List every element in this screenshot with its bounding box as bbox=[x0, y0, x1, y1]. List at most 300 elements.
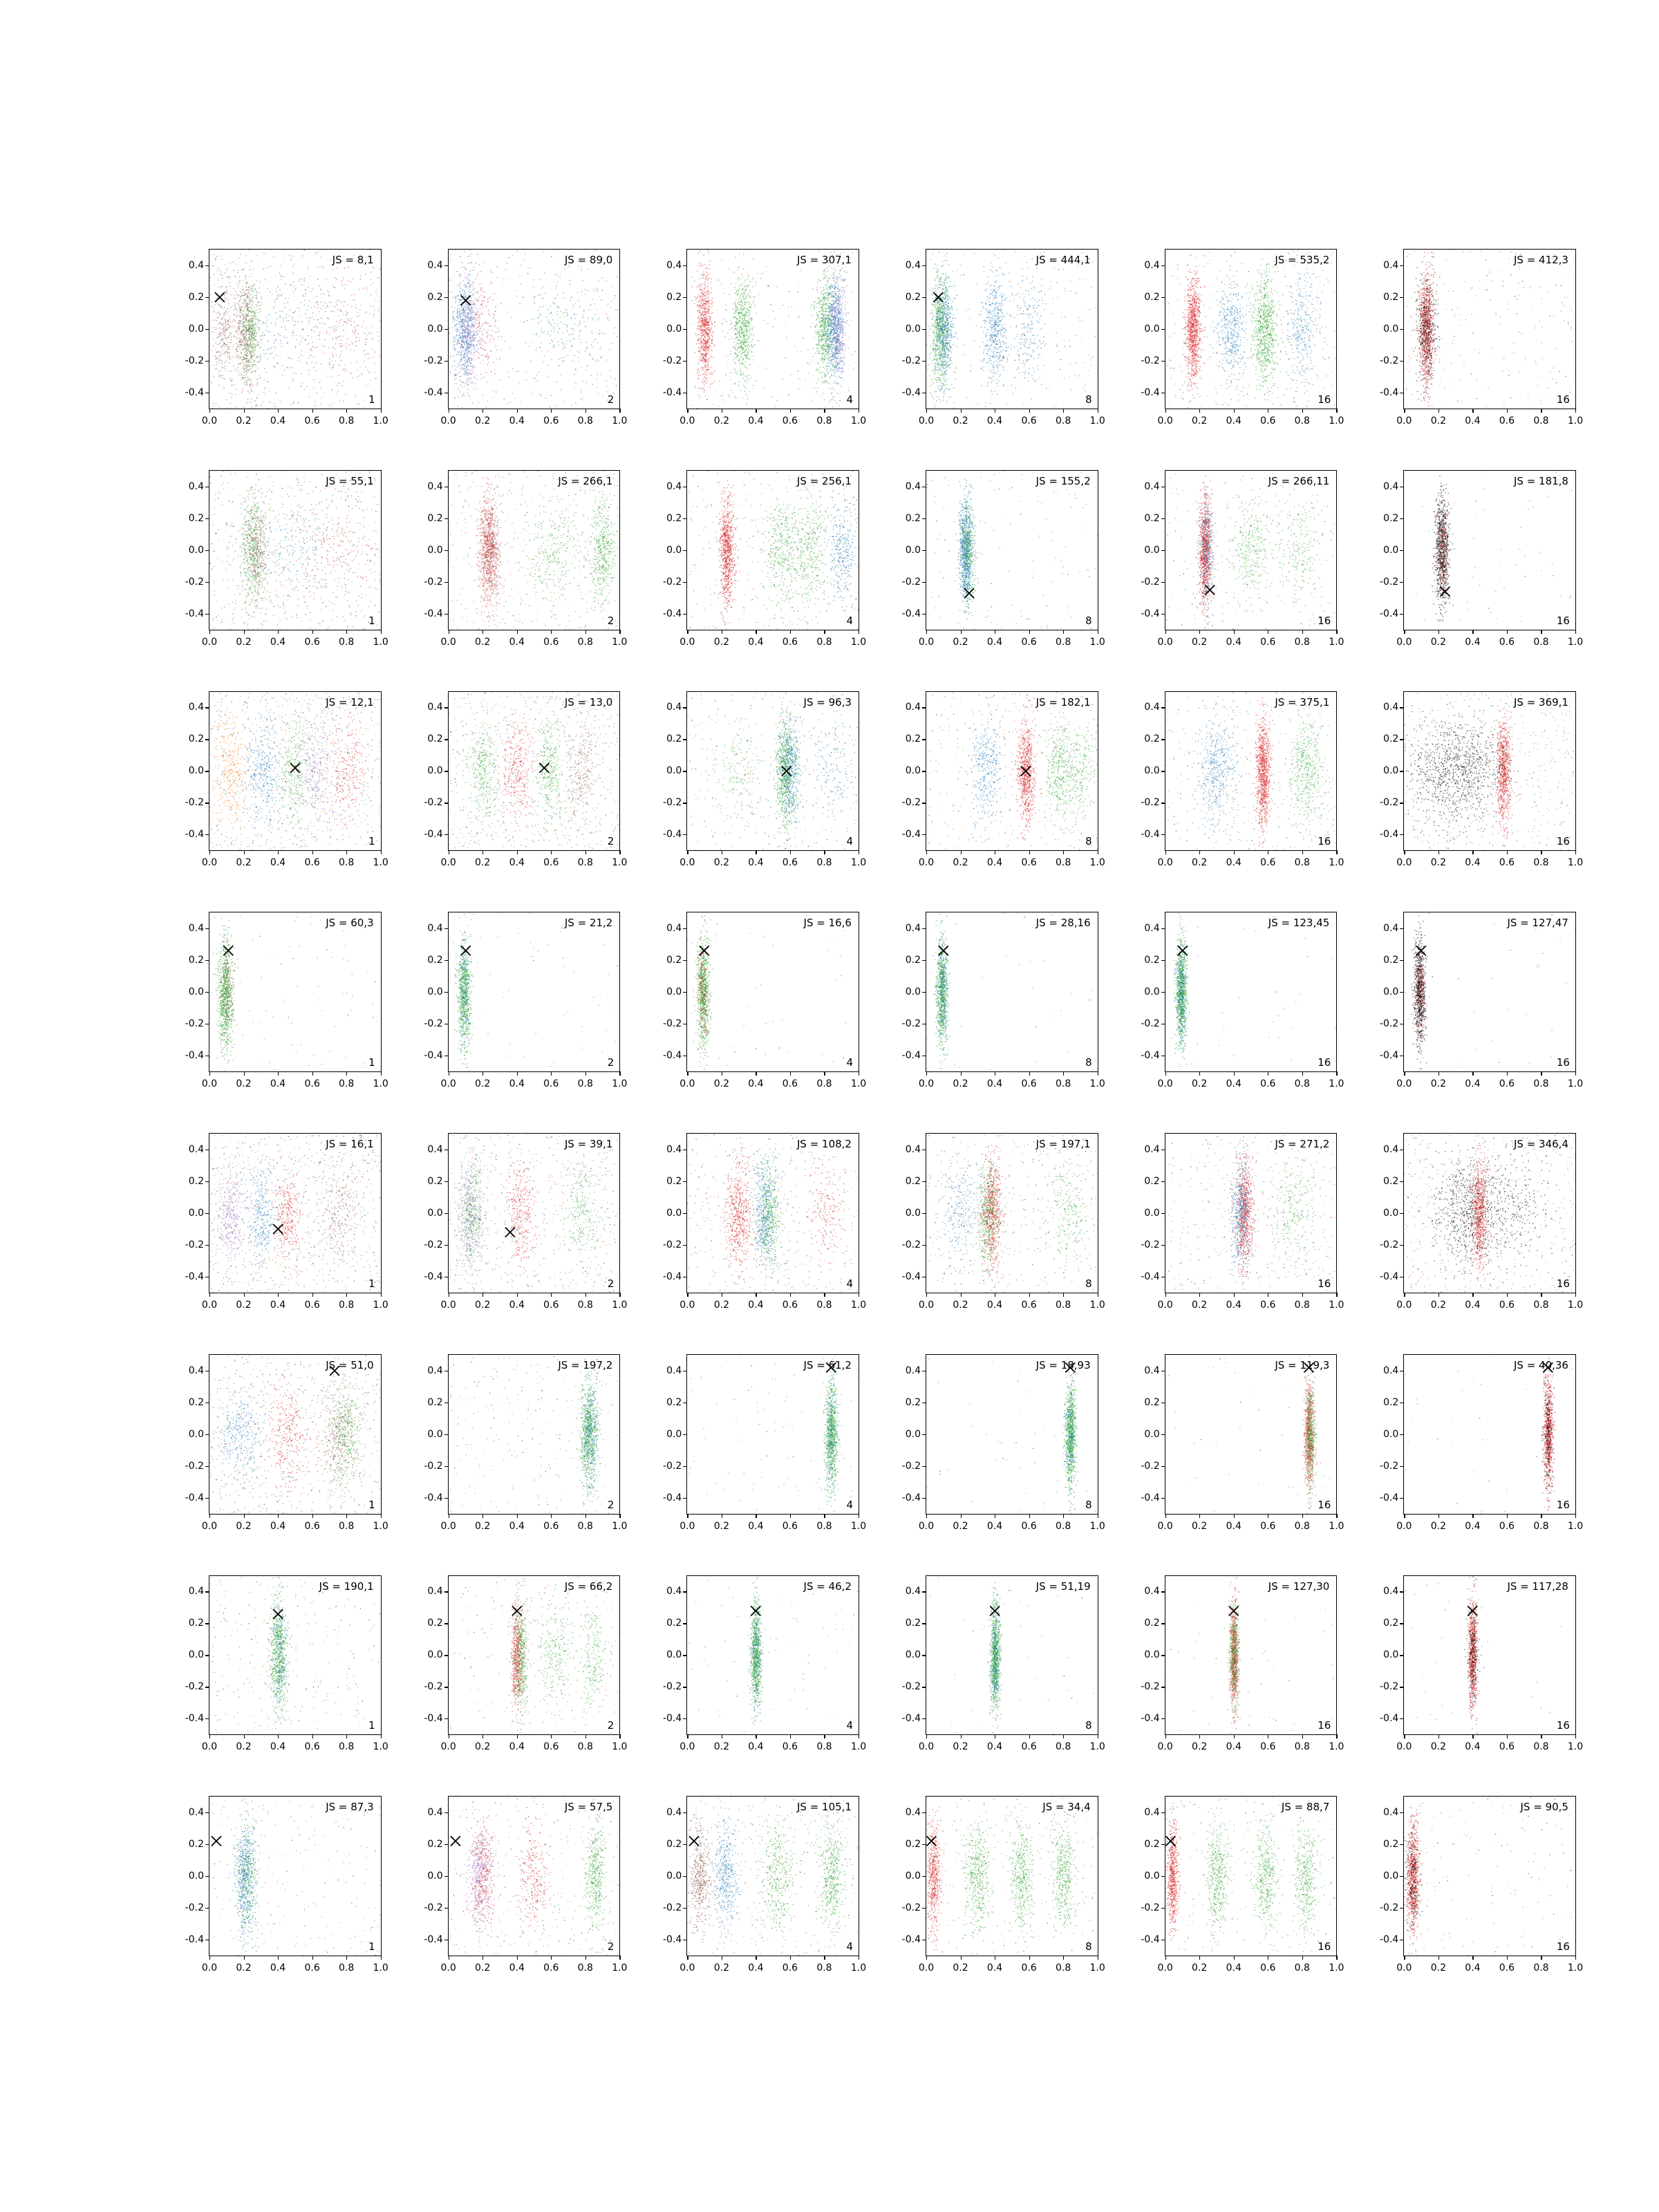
panel-index-label: 16 bbox=[1556, 1056, 1570, 1069]
x-tick-label: 0.4 bbox=[1465, 1741, 1481, 1753]
js-divergence-label: JS = 88,7 bbox=[1281, 1801, 1330, 1814]
x-tick-label: 0.8 bbox=[1533, 415, 1549, 427]
y-tick-label: 0.4 bbox=[188, 1365, 204, 1376]
scatter-panel bbox=[890, 1796, 1105, 1984]
x-tick-label: 0.6 bbox=[1499, 1741, 1515, 1753]
x-tick-label: 0.2 bbox=[1430, 1078, 1446, 1089]
y-tick-mark bbox=[1161, 1908, 1165, 1909]
y-tick-label: 0.2 bbox=[1383, 512, 1399, 524]
x-tick-mark bbox=[585, 1071, 586, 1076]
x-tick-label: 0.8 bbox=[577, 857, 593, 869]
y-tick-label: 0.4 bbox=[188, 1807, 204, 1819]
y-tick-mark bbox=[1161, 928, 1165, 929]
x-tick-label: 0.4 bbox=[509, 1741, 525, 1753]
scatter-canvas bbox=[926, 1576, 1098, 1735]
y-tick-label: -0.2 bbox=[1141, 1460, 1160, 1472]
scatter-canvas bbox=[449, 1355, 620, 1514]
x-tick-mark bbox=[346, 630, 347, 634]
x-tick-mark bbox=[1575, 850, 1576, 854]
x-tick-label: 0.8 bbox=[816, 1520, 832, 1532]
y-tick-label: -0.4 bbox=[1380, 1492, 1399, 1503]
y-tick-mark bbox=[1400, 1844, 1404, 1845]
scatter-panel bbox=[1367, 1796, 1584, 1984]
y-tick-mark bbox=[444, 1591, 449, 1592]
panel-axes bbox=[901, 470, 1105, 648]
x-tick-mark bbox=[1575, 1956, 1576, 1960]
y-tick-mark bbox=[205, 1434, 209, 1435]
y-tick-label: 0.2 bbox=[905, 1175, 921, 1187]
x-tick-mark bbox=[312, 1956, 313, 1960]
x-tick-mark bbox=[1507, 409, 1508, 413]
y-tick-label: 0.4 bbox=[666, 1365, 682, 1376]
scatter-canvas bbox=[449, 1134, 620, 1293]
x-tick-mark bbox=[517, 1293, 518, 1297]
panel-index-label: 2 bbox=[607, 1277, 615, 1290]
y-tick-label: 0.2 bbox=[905, 1839, 921, 1850]
x-tick-label: 0.0 bbox=[918, 1520, 935, 1532]
x-tick-label: 1.0 bbox=[373, 857, 388, 869]
panel-index-label: 2 bbox=[607, 1056, 615, 1069]
x-tick-mark bbox=[619, 1734, 620, 1738]
panel-axes bbox=[1141, 1133, 1344, 1311]
x-tick-label: 0.8 bbox=[1055, 1520, 1071, 1532]
x-tick-mark bbox=[1063, 850, 1064, 854]
y-tick-label: -0.2 bbox=[185, 1681, 204, 1693]
x-tick-mark bbox=[551, 409, 552, 413]
y-tick-mark bbox=[444, 1498, 449, 1499]
y-tick-mark bbox=[1400, 1876, 1404, 1877]
x-tick-label: 0.2 bbox=[475, 1520, 491, 1532]
scatter-panel bbox=[650, 1354, 867, 1542]
y-tick-mark bbox=[205, 265, 209, 266]
x-tick-label: 0.8 bbox=[816, 857, 832, 869]
x-tick-label: 1.0 bbox=[1567, 415, 1584, 427]
panel-axes bbox=[901, 912, 1105, 1089]
x-tick-mark bbox=[687, 409, 688, 413]
y-tick-label: -0.4 bbox=[185, 829, 204, 841]
y-tick-label: -0.4 bbox=[185, 1713, 204, 1725]
y-tick-mark bbox=[922, 1434, 926, 1435]
scatter-panel bbox=[1129, 249, 1344, 437]
y-tick-label: 0.4 bbox=[188, 1586, 204, 1597]
x-tick-mark bbox=[1404, 1293, 1405, 1297]
x-tick-label: 0.8 bbox=[577, 1520, 593, 1532]
x-tick-mark bbox=[244, 850, 245, 854]
y-tick-label: 0.2 bbox=[1144, 733, 1160, 745]
x-tick-mark bbox=[1029, 850, 1030, 854]
x-tick-label: 1.0 bbox=[612, 636, 628, 648]
y-tick-label: 0.4 bbox=[427, 1807, 443, 1819]
y-tick-label: -0.4 bbox=[1141, 1713, 1160, 1725]
y-tick-label: -0.4 bbox=[901, 608, 921, 619]
x-tick-label: 1.0 bbox=[1329, 1741, 1344, 1753]
x-tick-mark bbox=[926, 1293, 927, 1297]
x-tick-label: 0.2 bbox=[1430, 636, 1446, 648]
x-tick-label: 0.0 bbox=[201, 636, 218, 648]
y-tick-label: -0.2 bbox=[663, 1681, 682, 1693]
x-tick-label: 0.6 bbox=[304, 415, 320, 427]
y-tick-label: 0.0 bbox=[427, 1428, 443, 1440]
y-tick-label: -0.4 bbox=[1380, 829, 1399, 841]
x-tick-label: 0.0 bbox=[679, 636, 695, 648]
scatter-canvas bbox=[1404, 1355, 1575, 1514]
y-tick-label: 0.4 bbox=[1383, 1143, 1399, 1155]
x-tick-label: 0.6 bbox=[304, 1520, 320, 1532]
x-tick-mark bbox=[961, 850, 962, 854]
panel-index-label: 8 bbox=[1085, 1940, 1092, 1953]
y-tick-label: 0.2 bbox=[1144, 1396, 1160, 1408]
x-tick-mark bbox=[482, 1514, 483, 1518]
x-tick-mark bbox=[209, 630, 210, 634]
panel-index-label: 1 bbox=[368, 835, 375, 848]
x-tick-mark bbox=[551, 1071, 552, 1076]
panel-axes bbox=[663, 1575, 867, 1753]
scatter-canvas bbox=[1165, 1355, 1337, 1514]
y-tick-label: 0.0 bbox=[188, 1649, 204, 1661]
panel-index-label: 2 bbox=[607, 1719, 615, 1732]
x-tick-mark bbox=[1029, 1293, 1030, 1297]
x-tick-label: 0.6 bbox=[1021, 857, 1037, 869]
y-tick-label: -0.4 bbox=[424, 1050, 443, 1062]
x-tick-mark bbox=[1438, 850, 1439, 854]
js-divergence-label: JS = 127,47 bbox=[1507, 917, 1568, 930]
y-tick-label: -0.2 bbox=[185, 576, 204, 588]
y-tick-label: 0.2 bbox=[188, 512, 204, 524]
scatter-canvas bbox=[1404, 250, 1575, 409]
x-tick-label: 0.2 bbox=[475, 1299, 491, 1311]
y-tick-label: 0.0 bbox=[1144, 1649, 1160, 1661]
x-tick-label: 0.2 bbox=[953, 636, 968, 648]
x-tick-label: 0.8 bbox=[1294, 636, 1310, 648]
js-divergence-label: JS = 57,5 bbox=[564, 1801, 613, 1814]
x-tick-mark bbox=[482, 1956, 483, 1960]
y-tick-label: -0.4 bbox=[185, 386, 204, 398]
x-tick-label: 0.2 bbox=[1430, 1962, 1446, 1974]
js-divergence-label: JS = 127,30 bbox=[1268, 1580, 1330, 1593]
y-tick-mark bbox=[683, 265, 687, 266]
y-tick-label: 0.0 bbox=[427, 323, 443, 335]
js-divergence-label: JS = 89,0 bbox=[564, 254, 613, 266]
x-tick-label: 0.2 bbox=[953, 415, 968, 427]
y-tick-label: 0.2 bbox=[666, 512, 682, 524]
x-tick-label: 1.0 bbox=[850, 1520, 867, 1532]
x-tick-label: 0.2 bbox=[475, 1078, 491, 1089]
x-tick-mark bbox=[1302, 1734, 1303, 1738]
y-tick-label: 0.2 bbox=[188, 955, 204, 966]
y-tick-label: -0.2 bbox=[185, 1018, 204, 1030]
x-tick-label: 0.0 bbox=[1157, 1299, 1173, 1311]
x-tick-mark bbox=[209, 1734, 210, 1738]
x-tick-label: 0.4 bbox=[748, 1299, 764, 1311]
y-tick-label: 0.4 bbox=[427, 923, 443, 935]
x-tick-label: 0.8 bbox=[1055, 1299, 1071, 1311]
y-tick-mark bbox=[922, 1245, 926, 1246]
x-tick-label: 0.6 bbox=[543, 1520, 559, 1532]
y-tick-label: 0.4 bbox=[1383, 480, 1399, 492]
x-tick-label: 0.6 bbox=[1021, 1962, 1037, 1974]
x-tick-label: 0.6 bbox=[304, 1962, 320, 1974]
x-tick-mark bbox=[1234, 1734, 1235, 1738]
panel-index-label: 16 bbox=[1556, 1940, 1570, 1953]
y-tick-label: 0.0 bbox=[1144, 986, 1160, 998]
scatter-canvas bbox=[449, 1797, 620, 1956]
x-tick-mark bbox=[1199, 630, 1200, 634]
x-tick-label: 1.0 bbox=[1329, 857, 1344, 869]
x-tick-label: 0.4 bbox=[748, 1520, 764, 1532]
js-divergence-label: JS = 13,0 bbox=[564, 695, 613, 709]
x-tick-label: 0.4 bbox=[1465, 636, 1481, 648]
y-tick-label: -0.4 bbox=[901, 1934, 921, 1946]
y-tick-label: 0.0 bbox=[427, 986, 443, 998]
x-tick-label: 0.2 bbox=[953, 1299, 968, 1311]
y-tick-label: 0.0 bbox=[666, 1207, 682, 1219]
x-tick-mark bbox=[244, 1293, 245, 1297]
x-tick-mark bbox=[1165, 1071, 1166, 1076]
x-tick-label: 0.4 bbox=[986, 1741, 1003, 1753]
x-tick-label: 0.6 bbox=[1021, 1741, 1037, 1753]
x-tick-label: 0.0 bbox=[918, 415, 935, 427]
scatter-canvas bbox=[687, 692, 859, 851]
x-tick-mark bbox=[824, 630, 825, 634]
y-tick-mark bbox=[1161, 1655, 1165, 1656]
y-tick-mark bbox=[205, 1812, 209, 1813]
y-tick-mark bbox=[444, 1434, 449, 1435]
scatter-panel bbox=[412, 691, 628, 879]
x-tick-mark bbox=[1507, 1293, 1508, 1297]
x-tick-mark bbox=[1336, 1514, 1337, 1518]
x-tick-label: 1.0 bbox=[1567, 1078, 1584, 1089]
y-tick-mark bbox=[1400, 1623, 1404, 1624]
x-tick-label: 0.6 bbox=[782, 636, 798, 648]
panel-axes bbox=[424, 691, 628, 869]
y-tick-label: 0.0 bbox=[905, 1207, 921, 1219]
x-tick-mark bbox=[1302, 1071, 1303, 1076]
y-tick-label: -0.4 bbox=[424, 829, 443, 841]
y-tick-label: -0.2 bbox=[424, 1460, 443, 1472]
x-tick-mark bbox=[1507, 1071, 1508, 1076]
js-divergence-label: JS = 108,2 bbox=[796, 1138, 852, 1150]
panel-axes bbox=[424, 912, 628, 1089]
scatter-canvas bbox=[1165, 471, 1337, 630]
x-tick-mark bbox=[1234, 850, 1235, 854]
scatter-canvas bbox=[1404, 471, 1575, 630]
x-tick-label: 0.2 bbox=[953, 1741, 968, 1753]
panel-axes bbox=[1141, 691, 1344, 869]
x-tick-label: 0.2 bbox=[236, 1078, 252, 1089]
x-tick-label: 0.8 bbox=[816, 1078, 832, 1089]
x-tick-mark bbox=[1234, 630, 1235, 634]
y-tick-mark bbox=[205, 361, 209, 362]
x-tick-mark bbox=[278, 1514, 279, 1518]
y-tick-mark bbox=[1161, 1213, 1165, 1214]
panel-index-label: 16 bbox=[1556, 614, 1570, 627]
y-tick-label: -0.2 bbox=[1380, 1018, 1399, 1030]
x-tick-label: 1.0 bbox=[850, 1078, 867, 1089]
y-tick-label: -0.2 bbox=[424, 1018, 443, 1030]
x-tick-label: 0.8 bbox=[1055, 1962, 1071, 1974]
y-tick-mark bbox=[444, 1181, 449, 1182]
panel-axes bbox=[185, 912, 388, 1089]
js-divergence-label: JS = 46,2 bbox=[803, 1580, 852, 1593]
y-tick-mark bbox=[683, 1245, 687, 1246]
y-tick-label: 0.0 bbox=[666, 1428, 682, 1440]
scatter-panel bbox=[1129, 912, 1344, 1100]
y-tick-label: 0.0 bbox=[427, 1649, 443, 1661]
y-tick-mark bbox=[683, 550, 687, 551]
x-tick-label: 0.4 bbox=[270, 1078, 286, 1089]
y-tick-label: -0.2 bbox=[185, 355, 204, 366]
js-divergence-label: JS = 266,1 bbox=[558, 474, 613, 487]
scatter-canvas bbox=[209, 1576, 381, 1735]
x-tick-label: 0.6 bbox=[543, 636, 559, 648]
x-tick-label: 0.8 bbox=[338, 1962, 355, 1974]
x-tick-label: 0.8 bbox=[1294, 1520, 1310, 1532]
y-tick-label: -0.2 bbox=[663, 1239, 682, 1250]
y-tick-mark bbox=[683, 992, 687, 993]
x-tick-mark bbox=[961, 1514, 962, 1518]
x-tick-label: 0.4 bbox=[986, 857, 1003, 869]
y-tick-label: 0.4 bbox=[1144, 1807, 1160, 1819]
x-tick-mark bbox=[619, 1071, 620, 1076]
x-tick-label: 0.4 bbox=[1226, 1299, 1241, 1311]
scatter-panel bbox=[412, 1575, 628, 1763]
x-tick-label: 0.2 bbox=[953, 1962, 968, 1974]
x-tick-label: 0.0 bbox=[1157, 857, 1173, 869]
x-tick-label: 0.0 bbox=[679, 1520, 695, 1532]
x-tick-mark bbox=[619, 630, 620, 634]
y-tick-mark bbox=[1400, 1812, 1404, 1813]
y-tick-mark bbox=[1400, 1181, 1404, 1182]
x-tick-mark bbox=[381, 1293, 382, 1297]
x-tick-mark bbox=[244, 630, 245, 634]
y-tick-label: 0.0 bbox=[188, 323, 204, 335]
x-tick-mark bbox=[1507, 630, 1508, 634]
x-tick-mark bbox=[1472, 1293, 1473, 1297]
x-tick-mark bbox=[551, 1514, 552, 1518]
x-tick-label: 0.0 bbox=[1157, 1741, 1173, 1753]
js-divergence-label: JS = 197,1 bbox=[1035, 1138, 1091, 1150]
scatter-canvas bbox=[687, 1576, 859, 1735]
y-tick-mark bbox=[205, 1718, 209, 1719]
scatter-panel bbox=[890, 470, 1105, 658]
y-tick-label: 0.4 bbox=[427, 1143, 443, 1155]
x-tick-mark bbox=[1507, 1514, 1508, 1518]
y-tick-label: 0.2 bbox=[1383, 1396, 1399, 1408]
x-tick-label: 0.6 bbox=[543, 1741, 559, 1753]
x-tick-label: 0.0 bbox=[1157, 415, 1173, 427]
panel-axes bbox=[1380, 691, 1584, 869]
x-tick-mark bbox=[278, 850, 279, 854]
x-tick-label: 0.0 bbox=[1396, 1741, 1412, 1753]
y-tick-label: 0.4 bbox=[188, 923, 204, 935]
y-tick-label: -0.4 bbox=[901, 386, 921, 398]
y-tick-label: -0.2 bbox=[1141, 1239, 1160, 1250]
x-tick-mark bbox=[1438, 1514, 1439, 1518]
y-tick-mark bbox=[1400, 992, 1404, 993]
x-tick-label: 0.4 bbox=[986, 1962, 1003, 1974]
y-tick-label: 0.2 bbox=[427, 291, 443, 303]
x-tick-label: 0.8 bbox=[816, 1299, 832, 1311]
y-tick-mark bbox=[683, 1718, 687, 1719]
x-tick-mark bbox=[824, 409, 825, 413]
x-tick-label: 0.6 bbox=[782, 415, 798, 427]
y-tick-label: -0.2 bbox=[1141, 576, 1160, 588]
y-tick-mark bbox=[683, 739, 687, 740]
x-tick-label: 1.0 bbox=[373, 1741, 388, 1753]
y-tick-label: -0.2 bbox=[185, 1902, 204, 1914]
x-tick-label: 0.8 bbox=[1533, 1520, 1549, 1532]
scatter-panel bbox=[173, 691, 388, 879]
y-tick-label: 0.0 bbox=[188, 1871, 204, 1882]
y-tick-label: 0.4 bbox=[1144, 702, 1160, 713]
x-tick-mark bbox=[551, 1734, 552, 1738]
y-tick-label: -0.4 bbox=[424, 1713, 443, 1725]
y-tick-mark bbox=[922, 739, 926, 740]
js-divergence-label: JS = 535,2 bbox=[1275, 254, 1330, 266]
x-tick-mark bbox=[244, 409, 245, 413]
scatter-panel bbox=[650, 470, 867, 658]
y-tick-label: -0.2 bbox=[901, 797, 921, 809]
x-tick-mark bbox=[312, 1071, 313, 1076]
scatter-panel bbox=[1129, 1575, 1344, 1763]
y-tick-label: 0.2 bbox=[666, 733, 682, 745]
x-tick-mark bbox=[1234, 409, 1235, 413]
x-tick-label: 0.8 bbox=[1533, 636, 1549, 648]
x-tick-label: 0.4 bbox=[1465, 857, 1481, 869]
y-tick-label: 0.2 bbox=[905, 1618, 921, 1629]
x-tick-mark bbox=[1575, 1071, 1576, 1076]
y-tick-label: -0.2 bbox=[1380, 1239, 1399, 1250]
y-tick-label: 0.4 bbox=[1383, 1365, 1399, 1376]
x-tick-mark bbox=[1472, 1071, 1473, 1076]
panel-index-label: 16 bbox=[1318, 1719, 1331, 1732]
y-tick-label: 0.0 bbox=[666, 1649, 682, 1661]
x-tick-label: 0.4 bbox=[748, 1962, 764, 1974]
scatter-canvas bbox=[687, 471, 859, 630]
js-divergence-label: JS = 34,4 bbox=[1042, 1801, 1091, 1814]
y-tick-label: 0.0 bbox=[1383, 765, 1399, 777]
y-tick-mark bbox=[1400, 928, 1404, 929]
x-tick-mark bbox=[278, 630, 279, 634]
y-tick-mark bbox=[683, 329, 687, 330]
y-tick-mark bbox=[444, 960, 449, 961]
x-tick-label: 0.0 bbox=[918, 1299, 935, 1311]
x-tick-label: 0.6 bbox=[782, 1741, 798, 1753]
y-tick-mark bbox=[1161, 1466, 1165, 1467]
y-tick-label: 0.0 bbox=[905, 765, 921, 777]
y-tick-mark bbox=[922, 1908, 926, 1909]
y-tick-label: 0.0 bbox=[666, 986, 682, 998]
y-tick-label: 0.2 bbox=[1144, 955, 1160, 966]
x-tick-label: 0.4 bbox=[509, 1962, 525, 1974]
x-tick-label: 0.0 bbox=[1396, 857, 1412, 869]
scatter-panel bbox=[1367, 912, 1584, 1100]
y-tick-mark bbox=[1400, 1655, 1404, 1656]
x-tick-mark bbox=[790, 1734, 791, 1738]
y-tick-label: -0.2 bbox=[1380, 576, 1399, 588]
x-tick-mark bbox=[1199, 1071, 1200, 1076]
x-tick-label: 1.0 bbox=[612, 857, 628, 869]
y-tick-mark bbox=[205, 1466, 209, 1467]
x-tick-label: 0.4 bbox=[748, 1741, 764, 1753]
y-tick-mark bbox=[922, 1623, 926, 1624]
scatter-canvas bbox=[209, 1797, 381, 1956]
panel-axes bbox=[663, 470, 867, 648]
x-tick-label: 0.6 bbox=[543, 1078, 559, 1089]
panel-axes bbox=[663, 691, 867, 869]
y-tick-mark bbox=[1161, 1623, 1165, 1624]
x-tick-mark bbox=[312, 1514, 313, 1518]
